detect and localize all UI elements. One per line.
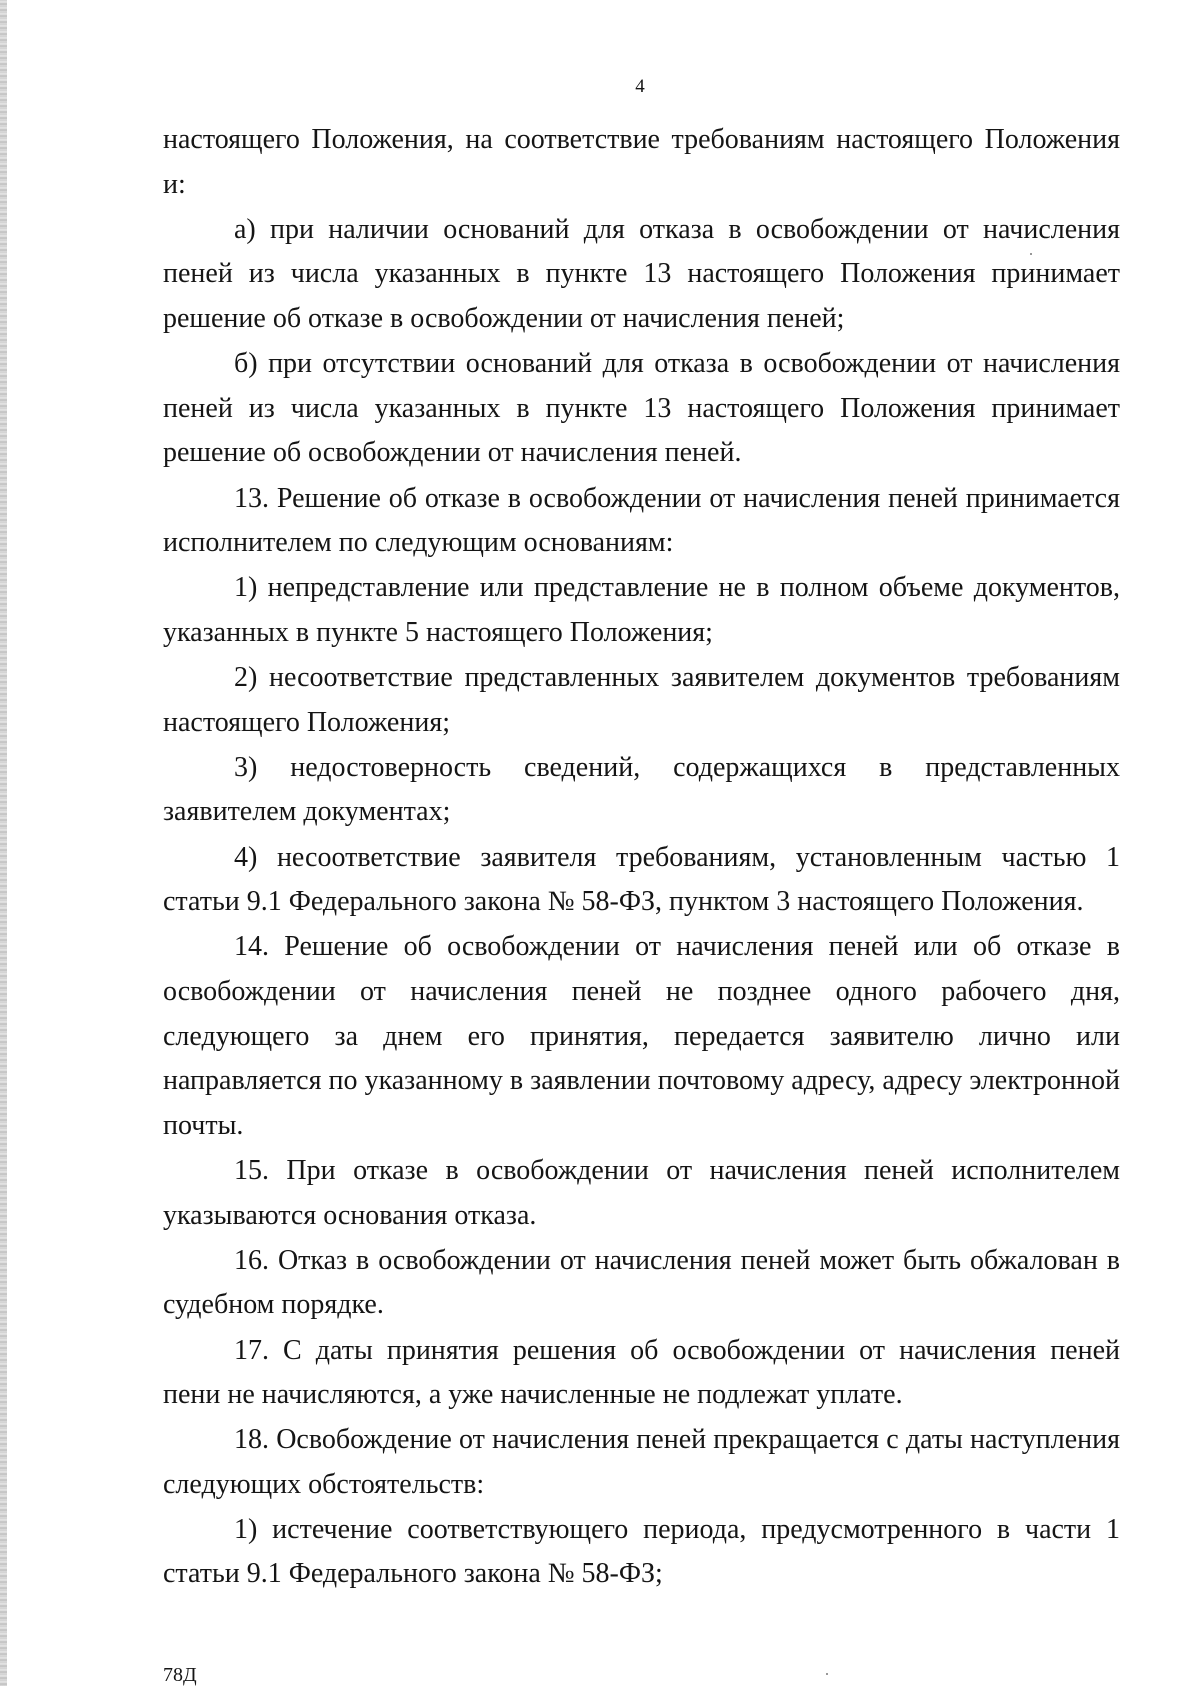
paragraph: б) при отсутствии оснований для отказа в освобождении от начисления пеней из числа указанных в пункте 13 настоящего Положения принимает решение об освобождении от начисления пеней. [163, 348, 1120, 469]
paragraph: 1) непредставление или представление не в полном объеме документов, указанных в пункте 5 настоящего Положения; [163, 572, 1120, 648]
scan-speck [1030, 253, 1032, 255]
paragraph: а) при наличии оснований для отказа в освобождении от начисления пеней из числа указанных в пункте 13 настоящего Положения принимает решение об отказе в освобождении от начисления пеней; [163, 213, 1120, 334]
paragraph: 18. Освобождение от начисления пеней прекращается с даты наступления следующих обстоятельств: [163, 1424, 1120, 1500]
paragraph: 2) несоответствие представленных заявителем документов требованиям настоящего Положения; [163, 662, 1120, 738]
page-number: 4 [635, 76, 645, 97]
scan-speck [826, 1673, 828, 1675]
paragraph: 13. Решение об отказе в освобождении от начисления пеней принимается исполнителем по следующим основаниям: [163, 482, 1120, 559]
paragraph: 17. С даты принятия решения об освобождении от начисления пеней пени не начисляются, а уже начисленные не подлежат уплате. [163, 1334, 1120, 1411]
document-body [163, 118, 1120, 1597]
paragraph: 14. Решение об освобождении от начисления пеней или об отказе в освобождении от начисления пеней не позднее одного рабочего дня, следующего за днем его принятия, передается заявителю лично или направляется по указанному в заявлении почтовому адресу, адресу электронной почты. [163, 931, 1120, 1141]
paragraph: 4) несоответствие заявителя требованиям, установленным частью 1 статьи 9.1 Федерального закона № 58-ФЗ, пунктом 3 настоящего Положения. [163, 841, 1120, 918]
footer-code: 78Д [163, 1664, 197, 1686]
paragraph: настоящего Положения, на соответствие требованиям настоящего Положения и: [163, 124, 1120, 200]
scan-edge [0, 0, 7, 1686]
paragraph: 3) недостоверность сведений, содержащихся в представленных заявителем документах; [163, 751, 1120, 828]
paragraph: 16. Отказ в освобождении от начисления пеней может быть обжалован в судебном порядке. [163, 1244, 1120, 1321]
paragraph: 1) истечение соответствующего периода, предусмотренного в части 1 статьи 9.1 Федерального закона № 58-ФЗ; [163, 1513, 1120, 1590]
paragraph: 15. При отказе в освобождении от начисления пеней исполнителем указываются основания отказа. [163, 1155, 1120, 1231]
